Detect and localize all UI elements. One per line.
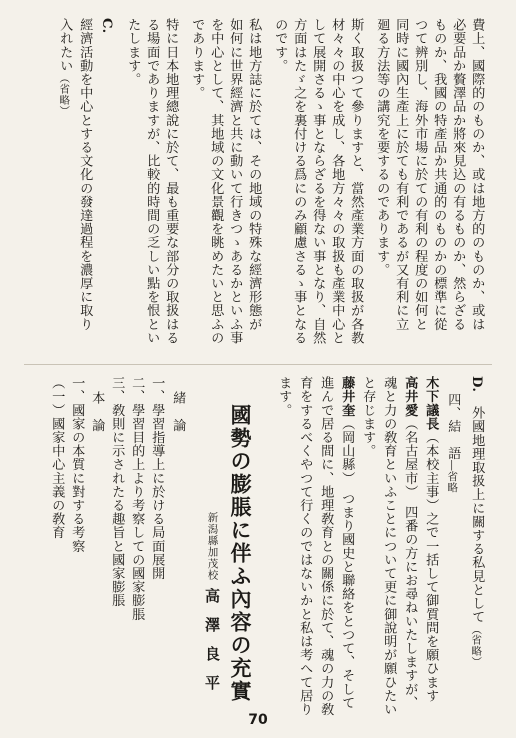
text-run: 入れたい (57, 18, 73, 73)
section-divider (24, 364, 492, 365)
speaker-name: 木下議長 (423, 376, 439, 431)
speaker-school: （本校主事） (423, 430, 439, 513)
text-column: 廻る方法等の講究を要するのであります。 (374, 18, 390, 277)
speaker-school: （岡山縣） (339, 416, 355, 479)
discussion-line (340, 376, 353, 709)
discussion-line (424, 376, 437, 702)
speaker-name: 高井愛 (402, 376, 418, 417)
speech-text: 四番の方にお尋ねいたしますが、 (402, 505, 418, 710)
toc-item: 一、國家の本質に對する考察 (69, 376, 85, 553)
toc-heading: 本 論 (89, 391, 105, 432)
text-column: して展開さるゝ事とならざるを得ない事となり、自然 (310, 18, 326, 345)
speaker-school: （名古屋市） (402, 416, 418, 492)
speaker-name: 藤井奎 (339, 376, 355, 417)
heading-text: 四、結 語 (445, 393, 461, 460)
text-column: 方面はたゞ之を裏付ける爲にのみ顧慮さるゝ事となる (291, 18, 307, 345)
speech-text: つまり國史と聯絡をとつて、そして (339, 491, 355, 710)
discussion-line: と存じます。 (360, 376, 376, 458)
discussion-line: ます。 (276, 376, 292, 417)
text-column: 如何に世界經濟と共に動いて行きつゝあるかといふ事 (227, 18, 243, 345)
discussion-line (403, 376, 416, 709)
section-4-heading (446, 393, 459, 493)
discussion-line: 育をするべくやつて行くのではないかと私は考へて居り (297, 376, 313, 716)
text-column: 私は地方誌に於ては、その地域の特殊な經濟形態が (246, 18, 262, 331)
text-column: 斯く取扱つて參りますと、當然產業方面の取扱が各教 (348, 18, 364, 345)
text-column: 必要品か贅澤品か將來見込の有るものか、然らざる (450, 18, 466, 331)
toc-item: 一、學習指導上に於ける局面展開 (149, 376, 165, 580)
text-column: であります。 (189, 18, 205, 100)
toc-heading: 緒 論 (170, 391, 186, 432)
text-column: 經濟活動を中心とする文化の發達過程を濃厚に取り (77, 18, 93, 331)
toc-item: 三、敎則に示されたる趣旨と國家膨脹 (109, 376, 125, 608)
author-school: 新潟縣加茂校 (206, 512, 219, 581)
author-name: 高澤良平 (203, 588, 221, 704)
discussion-line: 魂と力の敎育といふことについて更に御說明が願ひたい (381, 376, 397, 716)
text-column: 費上、國際的のものか、或は地方的のものか、或は (469, 18, 485, 331)
article-title: 國勢の膨脹に伴ふ內容の充實 (228, 404, 253, 703)
text-column: 特に日本地理總說に於て、最も重要な部分の取扱はる (163, 18, 179, 345)
section-c-label: C. (99, 18, 115, 34)
omitted-note: （省略） (470, 623, 483, 668)
text-column: のです。 (272, 18, 288, 73)
omitted-note: （省略） (58, 72, 71, 117)
omitted-note: ―省略 (446, 460, 459, 493)
toc-item: （一）國家中心主義の敎育 (49, 376, 65, 540)
discussion-line: 進んで居る間に、地理敎育との關係に於て、魂の力の敎 (318, 376, 334, 716)
section-d-label: D. (469, 376, 485, 393)
text-column: ものか、我國の特產品か共通的のものかの標準に從 (431, 18, 447, 331)
section-d-text: 外國地理取扱上に關する私見として (469, 405, 485, 624)
toc-item: 二、學習目的上より考察しての國家膨脹 (129, 376, 145, 621)
text-column: 同時に國內生產上に於ても有利であるが又有利に立 (393, 18, 409, 331)
text-column: 材々々の中心を成し、各地方々々の取扱も產業中心と (329, 18, 345, 345)
section-d (470, 376, 483, 667)
text-column (58, 18, 71, 116)
speech-text: 之で一括して御質問を願ひます (423, 512, 439, 703)
text-column: る場面でありますが、比較的時間の乏しい點を恨とい (144, 18, 160, 345)
text-column: つて辨別し、海外市場に於ての有利の程度の如何と (412, 18, 428, 331)
text-column: を中心として、其地域の文化景觀を眺めたいと思ふの (208, 18, 224, 345)
text-column: たします。 (125, 18, 141, 86)
page-number: 70 (248, 712, 268, 728)
